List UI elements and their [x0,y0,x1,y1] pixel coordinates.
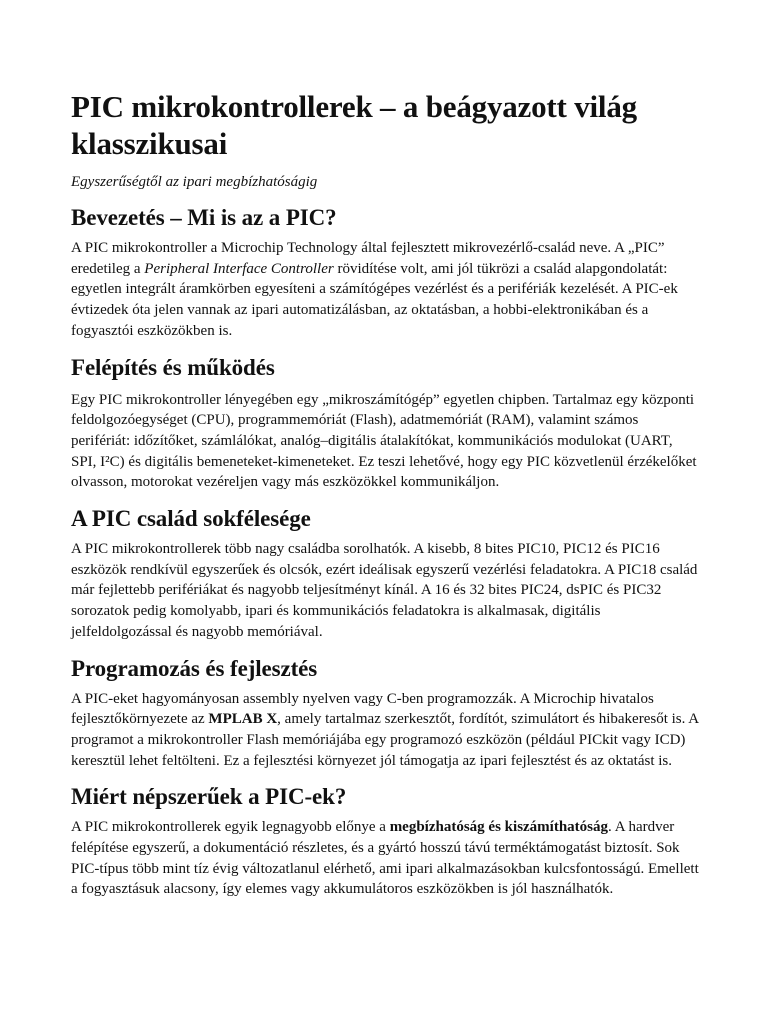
paragraph-text: A PIC-eket hagyományosan assembly nyelven vagy C-ben programozzák. A Microchip hivatalos fejlesztőkörnyezete az [71,690,654,728]
section-heading-popularity: Miért népszerűek a PIC-ek? [71,784,347,810]
paragraph-text: A PIC mikrokontrollerek egyik legnagyobb előnye a [71,819,390,836]
paragraph-strong: megbízhatóság és kiszámíthatóság [389,819,609,836]
subtitle-text: Egyszerűségtől az ipari megbízhatóságig [71,174,318,190]
section-paragraph-popularity [71,817,701,900]
document-page [71,88,701,900]
section-heading-family: A PIC család sokfélesége [71,506,311,532]
section-paragraph-structure: Egy PIC mikrokontroller lényegében egy „mikroszámítógép” egyetlen chipben. Tartalmaz egy központi feldolgozóegységet (CPU), programmemóriát (Flash), adatmemóriát (RAM), valamint számos perifériát: időzítőket, számlálókat, analóg–digitális átalakítókat, kommunikációs modulokat (UART, SPI, I²C) és digitális bemeneteket-kimeneteket. Ez teszi lehetővé, hogy egy PIC közvetlenül érzékelőket olvasson, motorokat vezéreljen vagy más eszközökkel kommunikáljon. [71,391,697,491]
section-heading-intro: Bevezetés – Mi is az a PIC? [71,205,337,230]
document-subtitle [71,172,701,192]
section-heading-structure: Felépítés és működés [71,354,275,380]
paragraph-emphasis: Peripheral Interface Controller [144,260,334,277]
paragraph-text: A PIC mikrokontroller a Microchip Technology által fejlesztett mikrovezérlő-család neve. A „PIC” eredetileg a [71,240,665,277]
document-title: PIC mikrokontrollerek – a beágyazott világ klasszikusai [71,89,637,161]
section-paragraph-intro [71,238,701,342]
paragraph-text: rövidítése volt, ami jól tükrözi a család alapgondolatát: egyetlen integrált áramkörben egyesíteni a számítógépes vezérlést és a perifériák kezelését. A PIC-ek évtizedek óta jelen vannak az ipari automatizálásban, az oktatásban, a hobbi-elektronikában és a fogyasztói eszközökben is. [71,260,678,339]
paragraph-text: . A hardver felépítése egyszerű, a dokumentáció részletes, és a gyártó hosszú távú terméktámogatást biztosít. Sok PIC-típus több mint tíz évig változatlanul elérhető, ami ipari alkalmazásokban kulcsfontosságú. Emellett a fogyasztásuk alacsony, így elemes vagy akkumulátoros eszközökben is jól használhatók. [71,819,699,898]
paragraph-text: , amely tartalmaz szerkesztőt, fordítót, szimulátort és hibakeresőt is. A programot a mikrokontroller Flash memóriájába egy programozó eszközön (például PICkit vagy ICD) keresztül lehet feltölteni. Ez a fejlesztési környezet jól támogatja az ipari fejlesztést és az oktatást is. [71,711,699,769]
section-paragraph-family: A PIC mikrokontrollerek több nagy családba sorolhatók. A kisebb, 8 bites PIC10, PIC12 és PIC16 eszközök rendkívül egyszerűek és olcsók, ezért ideálisak egyszerű vezérlési feladatokra. A PIC18 család már fejlettebb perifériákat és nagyobb teljesítményt kínál. A 16 és 32 bites PIC24, dsPIC és PIC32 sorozatok pedig komolyabb, ipari és kommunikációs feladatokra is alkalmasak, digitális jelfeldolgozással és nagyobb memóriával. [71,541,698,640]
section-heading-programming: Programozás és fejlesztés [71,655,318,681]
section-paragraph-programming [71,689,701,772]
paragraph-strong: MPLAB X [208,711,278,728]
